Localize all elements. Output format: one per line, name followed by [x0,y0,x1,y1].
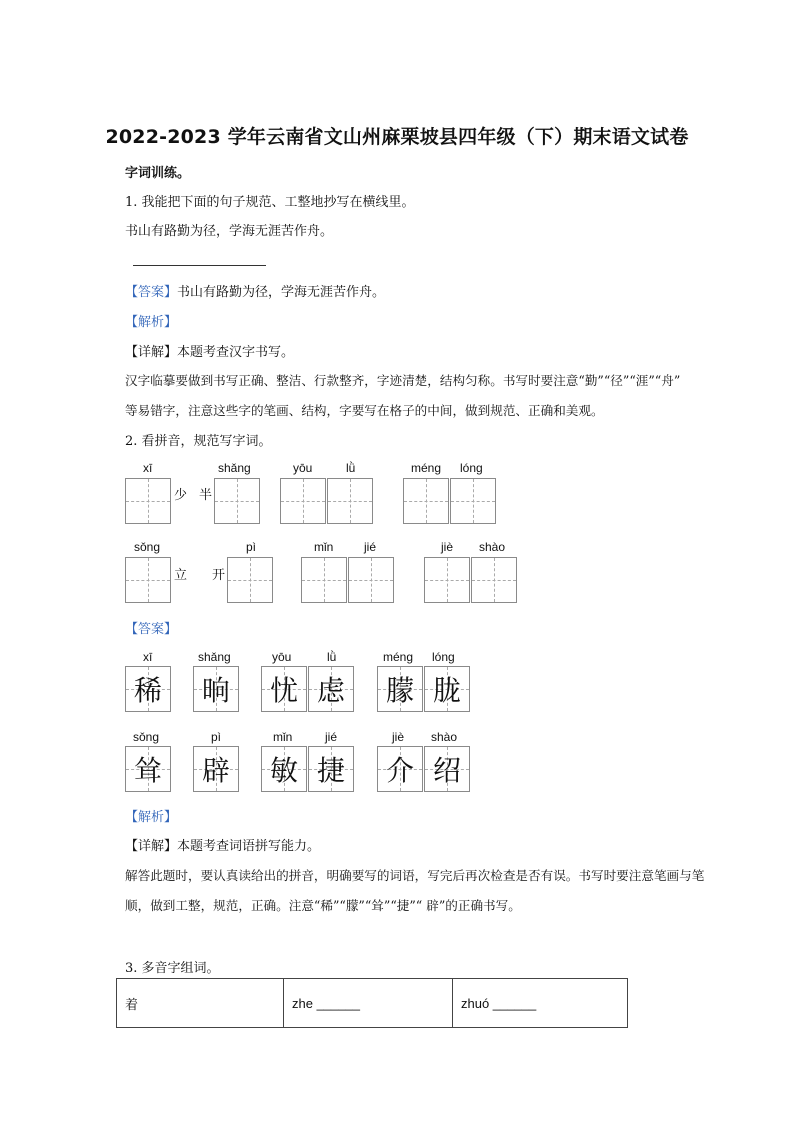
pinyin-label: mǐn [273,730,293,744]
answer-char: 耸 [133,754,162,787]
given-char: 开 [212,568,226,583]
pinyin-label: méng [411,461,442,475]
q1-sentence: 书山有路勤为径，学海无涯苦作舟。 [125,224,334,239]
writing-cell[interactable] [214,478,260,524]
detail-text: 本题考查汉字书写。 [177,345,295,360]
pinyin-label: shǎng [218,461,251,475]
q2-explain-line1: 解答此题时，要认真读给出的拼音，明确要写的词语，写完后再次检查是否有误。书写时要注意笔画与笔 [125,868,705,883]
section-heading: 字词训练。 [125,166,191,181]
table-row [117,979,628,1028]
answer-cell [377,666,423,712]
answer-cell [308,666,354,712]
answer-cell [424,746,470,792]
answer-char: 胧 [432,674,461,707]
pinyin-label: jié [364,540,377,554]
answer-char: 虑 [316,674,345,707]
pinyin-label: shào [431,730,458,744]
q2-explain-line2: 顺，做到工整，规范，正确。注意“稀”“朦”“耸”“捷”“ 辟”的正确书写。 [125,898,521,913]
answer-cell [193,746,239,792]
writing-cell[interactable] [125,557,171,603]
q1-explain-line2: 等易错字，注意这些字的笔画、结构，字要写在格子的中间，做到规范、正确和美观。 [125,403,604,418]
q1-detail [125,341,294,360]
writing-cell[interactable] [424,557,470,603]
detail-tag: 【详解】 [125,839,178,854]
answer-cell [377,746,423,792]
writing-cell[interactable] [403,478,449,524]
answer-char: 介 [385,754,414,787]
writing-cell[interactable] [327,478,373,524]
q1-answer [125,281,385,300]
pinyin-label: pì [246,540,257,554]
answer-char: 晌 [201,674,230,707]
q1-prompt: 1. 我能把下面的句子规范、工整地抄写在横线里。 [125,195,415,210]
answer-char: 稀 [133,674,162,707]
pinyin-label: lǜ [327,650,337,664]
answer-text: 书山有路勤为径，学海无涯苦作舟。 [177,285,386,300]
pinyin-label: shào [479,540,506,554]
answer-cell [125,666,171,712]
q1-explain-line1: 汉字临摹要做到书写正确、整洁、行款整齐，字迹清楚，结构匀称。书写时要注意“勤”“径”“涯”“舟” [125,373,681,388]
pinyin-label: lóng [460,461,483,475]
pinyin-label: shǎng [198,650,231,664]
q2-prompt: 2. 看拼音，规范写字词。 [125,434,272,449]
pinyin-label: pì [211,730,222,744]
writing-cell[interactable] [227,557,273,603]
writing-cell[interactable] [125,478,171,524]
pinyin-label: lǜ [346,461,356,475]
given-char: 少 [174,488,188,503]
writing-cell[interactable] [471,557,517,603]
answer-char: 绍 [432,754,461,787]
answer-cell [424,666,470,712]
pinyin-label: mǐn [314,540,334,554]
pinyin-label: jiè [441,540,454,554]
analysis-tag: 【解析】 [125,315,178,330]
answer-char: 朦 [385,674,414,707]
writing-cell[interactable] [348,557,394,603]
detail-tag: 【详解】 [125,345,178,360]
pinyin-label: yōu [293,461,313,475]
pinyin-label: lóng [432,650,455,664]
pinyin-label: xī [143,650,153,664]
answer-char: 忧 [269,674,298,707]
answer-cell [193,666,239,712]
given-char: 立 [174,568,188,583]
table-cell-zhe[interactable]: zhe ______ [284,979,453,1028]
polyphone-table [116,978,628,1028]
pinyin-label: sǒng [134,540,161,554]
answer-cell [308,746,354,792]
q2-detail [125,835,320,854]
pinyin-label: méng [383,650,414,664]
q3-prompt: 3. 多音字组词。 [125,961,220,976]
table-cell-zhuo[interactable]: zhuó ______ [453,979,628,1028]
pinyin-label: jié [325,730,338,744]
answer-cell [261,746,307,792]
answer-char: 捷 [316,754,345,787]
answer-char: 敏 [269,754,298,787]
writing-cell[interactable] [301,557,347,603]
table-cell-char: 着 [117,979,284,1028]
answer-char: 辟 [201,754,230,787]
writing-cell[interactable] [450,478,496,524]
pinyin-label: jiè [392,730,405,744]
detail-text: 本题考查词语拼写能力。 [177,839,321,854]
page-title: 2022-2023 学年云南省文山州麻栗坡县四年级（下）期末语文试卷 [105,126,689,148]
q1-answer-blank[interactable] [133,265,266,266]
answer-cell [261,666,307,712]
analysis-tag: 【解析】 [125,810,178,825]
answer-tag: 【答案】 [125,285,178,300]
pinyin-label: yōu [272,650,292,664]
given-char: 半 [199,488,213,503]
answer-tag: 【答案】 [125,622,178,637]
pinyin-label: xī [143,461,153,475]
pinyin-label: sǒng [133,730,160,744]
writing-cell[interactable] [280,478,326,524]
answer-cell [125,746,171,792]
